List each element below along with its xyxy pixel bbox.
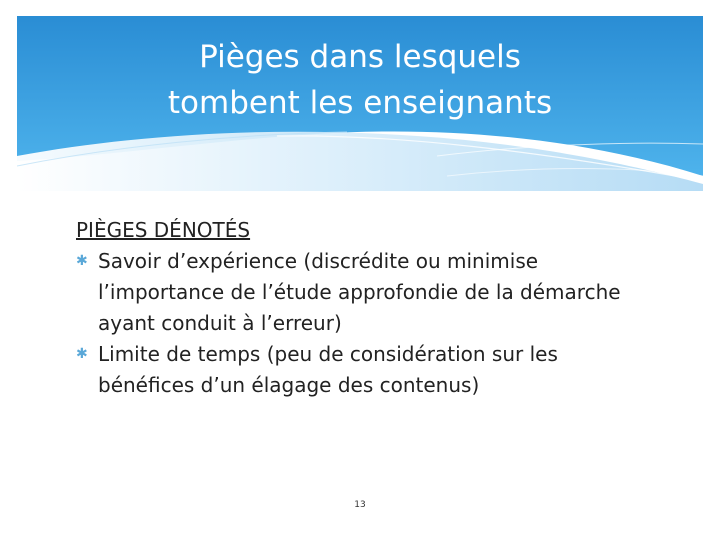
asterisk-bullet-icon: ✱ [76,346,88,362]
slide-title [17,34,703,126]
slide-title-line-1: Pièges dans lesquels [199,39,521,75]
bullet-item [76,246,656,339]
section-subheading: PIÈGES DÉNOTÉS [76,218,251,242]
bullet-text: Limite de temps (peu de considération sur les bénéfices d’un élagage des contenus) [98,342,558,397]
slide-body [76,215,656,401]
slide-title-line-2: tombent les enseignants [167,85,553,121]
bullet-item [76,339,656,401]
page-number: 13 [354,500,366,510]
title-banner [17,16,703,191]
bullet-text: Savoir d’expérience (discrédite ou minimise l’importance de l’étude approfondie de la démarche ayant conduit à l’erreur) [98,249,621,335]
bullet-list [76,246,656,401]
asterisk-bullet-icon: ✱ [76,253,88,269]
